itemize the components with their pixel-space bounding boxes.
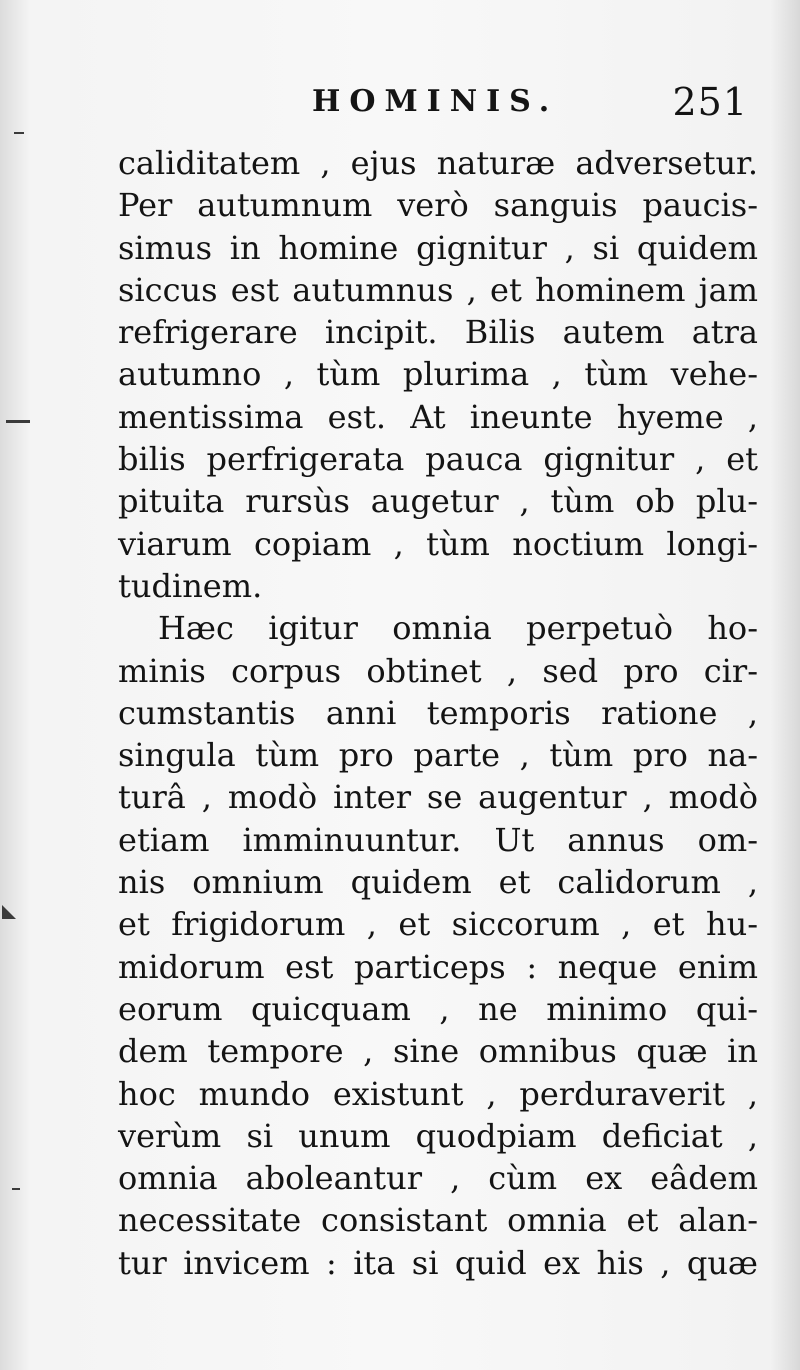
text-line: midorum est particeps : neque enim [118,947,758,986]
text-line: nis omnium quidem et calidorum , [118,863,758,902]
text-line: verùm si unum quodpiam deficiat , [118,1116,758,1155]
text-line: minis corpus obtinet , sed pro cir- [118,651,758,690]
text-line: et frigidorum , et siccorum , et hu- [118,905,758,944]
paragraph-2 [118,607,758,1284]
text-line: bilis perfrigerata pauca gignitur , et [118,440,758,479]
text-line: refrigerare incipit. Bilis autem atra [118,313,758,352]
text-line: hoc mundo existunt , perduraverit , [118,1074,758,1113]
text-line: autumno , tùm plurima , tùm vehe- [118,355,758,394]
text-line: pituita rursùs augetur , tùm ob plu- [118,482,758,521]
page-number: 251 [672,80,748,124]
text-line: siccus est autumnus , et hominem jam [118,270,758,309]
text-line: omnia aboleantur , cùm ex eâdem [118,1159,758,1198]
text-line: Per autumnum verò sanguis paucis- [118,186,758,225]
text-line: tudinem. [118,566,263,605]
page-header [110,80,760,126]
margin-mark-middle [6,420,30,423]
margin-mark-bottom [12,1188,20,1190]
text-line: caliditatem , ejus naturæ adversetur. [118,144,758,182]
running-head: HOMINIS. [312,84,559,119]
text-line: turâ , modò inter se augentur , modò [118,778,758,817]
text-line: simus in homine gignitur , si quidem [118,228,758,267]
text-line: tur invicem : ita si quid ex his , quæ [118,1243,758,1282]
text-line: etiam imminuuntur. Ut annus om- [118,820,758,859]
body-text [118,142,758,1284]
paragraph-1 [118,142,758,607]
margin-mark-lower [2,905,16,919]
text-line: necessitate consistant omnia et alan- [118,1201,758,1240]
text-line: eorum quicquam , ne minimo qui- [118,989,758,1028]
margin-mark-top [14,132,24,134]
text-line: mentissima est. At ineunte hyeme , [118,397,758,436]
text-line: Hæc igitur omnia perpetuò ho- [158,609,758,648]
text-line: viarum copiam , tùm noctium longi- [118,524,758,563]
text-line: dem tempore , sine omnibus quæ in [118,1032,758,1071]
text-line: singula tùm pro parte , tùm pro na- [118,736,758,775]
text-line: cumstantis anni temporis ratione , [118,693,758,732]
